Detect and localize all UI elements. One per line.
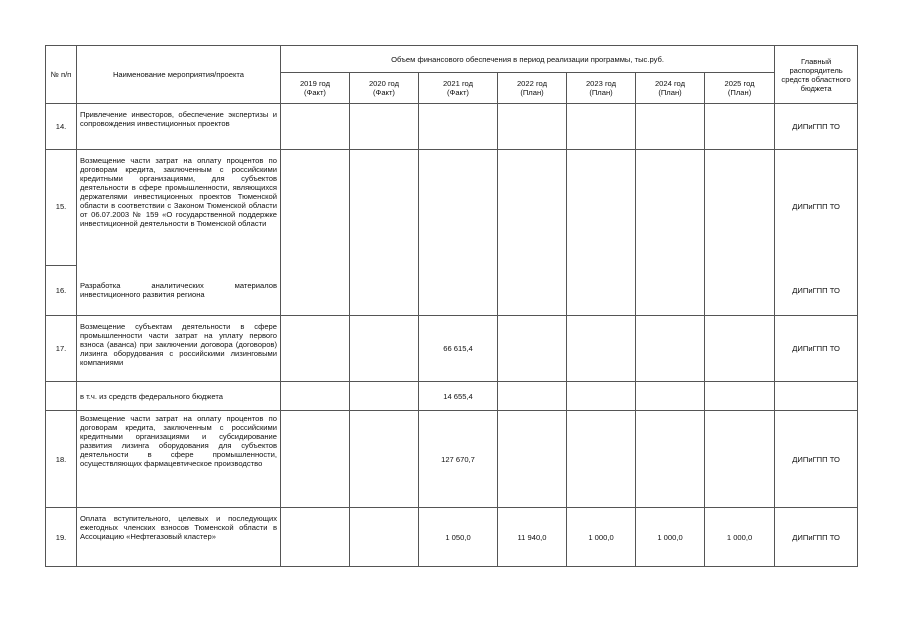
header-num: № п/п (46, 46, 77, 104)
row-name: Оплата вступительного, целевых и последующих ежегодных членских взносов Тюменской области в Ассоциацию «Нефтегазовый кластер» (77, 508, 281, 567)
value-cell (567, 382, 636, 411)
value-cell (350, 411, 419, 508)
header-year-2022: 2022 год (План) (498, 73, 567, 104)
header-year-2023: 2023 год (План) (567, 73, 636, 104)
table-row (46, 104, 858, 150)
value-cell (281, 382, 350, 411)
distributor-cell: ДИПиГПП ТО (775, 150, 858, 266)
value-cell (350, 382, 419, 411)
value-cell: 11 940,0 (498, 508, 567, 567)
table-row (46, 150, 858, 266)
value-cell (350, 316, 419, 382)
value-cell (705, 411, 775, 508)
table-row (46, 508, 858, 567)
row-num: 19. (46, 508, 77, 567)
value-cell (636, 150, 705, 316)
header-distributor: Главный распорядитель средств областного бюджета (775, 46, 858, 104)
value-cell (705, 104, 775, 150)
row-name: Разработка аналитических материалов инвестиционного развития региона (77, 266, 281, 316)
header-year-2020: 2020 год (Факт) (350, 73, 419, 104)
value-cell (498, 411, 567, 508)
row-num: 18. (46, 411, 77, 508)
value-cell (636, 316, 705, 382)
value-cell: 66 615,4 (419, 316, 498, 382)
row-name: Возмещение части затрат на оплату процентов по договорам кредита, заключенным с российскими кредитными организациями и субсидирование развития лизинга оборудования для субъектов деятельности в сфере промышленности, осуществляющих фармацевтическое производство (77, 411, 281, 508)
header-year-2019: 2019 год (Факт) (281, 73, 350, 104)
value-cell (567, 150, 636, 316)
value-cell (419, 150, 498, 316)
distributor-cell: ДИПиГПП ТО (775, 104, 858, 150)
header-year-2025: 2025 год (План) (705, 73, 775, 104)
header-funding: Объем финансового обеспечения в период реализации программы, тыс.руб. (281, 46, 775, 73)
distributor-cell: ДИПиГПП ТО (775, 316, 858, 382)
header-name: Наименование мероприятия/проекта (77, 46, 281, 104)
value-cell (498, 382, 567, 411)
value-cell (281, 316, 350, 382)
distributor-cell: ДИПиГПП ТО (775, 411, 858, 508)
value-cell (498, 150, 567, 316)
row-num: 17. (46, 316, 77, 382)
header-year-2021: 2021 год (Факт) (419, 73, 498, 104)
value-cell (281, 150, 350, 316)
row-num: 15. (46, 150, 77, 266)
row-name: Возмещение субъектам деятельности в сфере промышленности части затрат на уплату первого взноса (аванса) при заключении договора (договоров) лизинга оборудования с российскими лизинговыми компаниями (77, 316, 281, 382)
value-cell (705, 316, 775, 382)
value-cell (498, 316, 567, 382)
distributor-cell: ДИПиГПП ТО (775, 508, 858, 567)
value-cell: 1 000,0 (567, 508, 636, 567)
row-name: Привлечение инвесторов, обеспечение экспертизы и сопровождения инвестиционных проектов (77, 104, 281, 150)
value-cell: 1 000,0 (705, 508, 775, 567)
table-row (46, 316, 858, 382)
value-cell (350, 508, 419, 567)
value-cell (636, 104, 705, 150)
value-cell: 1 050,0 (419, 508, 498, 567)
row-num: 14. (46, 104, 77, 150)
table-row (46, 382, 858, 411)
row-num: 16. (46, 266, 77, 316)
value-cell (567, 104, 636, 150)
funding-table (45, 45, 858, 567)
value-cell (419, 104, 498, 150)
value-cell (281, 508, 350, 567)
value-cell: 1 000,0 (636, 508, 705, 567)
value-cell (567, 411, 636, 508)
value-cell (281, 411, 350, 508)
row-name: Возмещение части затрат на оплату процентов по договорам кредита, заключенным с российскими кредитными организациями, для субъектов деятельности в сфере промышленности, являющихся держателями инвестиционных проектов Тюменской области в соответствии с Законом Тюменской области от 06.07.2003 № 159 «О государственной поддержке инвестиционной деятельности в Тюменской области (77, 150, 281, 266)
row-name: в т.ч. из средств федерального бюджета (77, 382, 281, 411)
value-cell (636, 382, 705, 411)
value-cell (350, 104, 419, 150)
value-cell: 127 670,7 (419, 411, 498, 508)
table-row (46, 411, 858, 508)
row-num (46, 382, 77, 411)
header-year-2024: 2024 год (План) (636, 73, 705, 104)
value-cell (350, 150, 419, 316)
value-cell (498, 104, 567, 150)
distributor-cell: ДИПиГПП ТО (775, 266, 858, 316)
value-cell (281, 104, 350, 150)
distributor-cell (775, 382, 858, 411)
value-cell (567, 316, 636, 382)
value-cell (636, 411, 705, 508)
value-cell: 14 655,4 (419, 382, 498, 411)
value-cell (705, 382, 775, 411)
value-cell (705, 150, 775, 316)
